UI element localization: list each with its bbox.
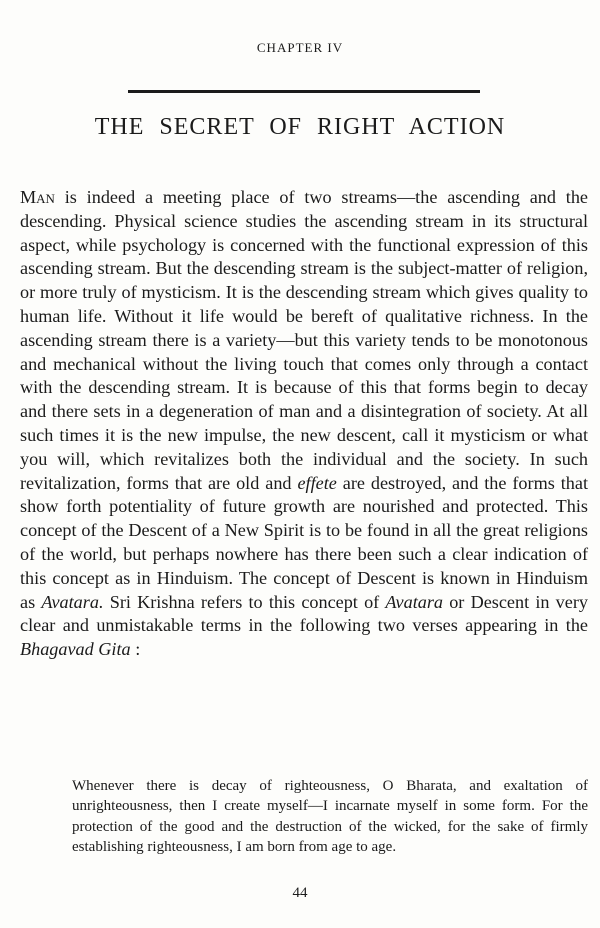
body-text-part-2: are destroyed, and the forms that show forth potentiality of future growth are nourished and protected. This concept of the Descent of a New Spirit is to be found in all the great religions of the world, but perhaps nowhere has there been such a clear indication of this concept as in Hinduism. The concept of Descent is known in Hinduism as xyxy=(20,472,588,612)
chapter-label: CHAPTER IV xyxy=(256,40,344,55)
body-text-part-1: is indeed a meeting place of two streams—the ascending and the descending. Physical science studies the ascending stream in its structural aspect, while psychology is concerned with the functional expression of this ascending stream. But the descending stream is the subject-matter of religion, or more truly of mysticism. It is the descending stream which gives quality to human life. Without it life would be bereft of qualitative richness. In the ascending stream there is a variety—but this variety tends to be monotonous and mechanical without the living touch that comes only through a contact with the descending stream. It is because of this that forms begin to decay and there sets in a degeneration of man and a disintegration of society. At all such times it is the new impulse, the new descent, call it mysticism or what you will, which revitalizes both the individual and the society. In such revitalization, forms that are old and xyxy=(20,187,588,493)
body-text-part-5: : xyxy=(130,639,141,660)
emphasis-effete: effete xyxy=(297,472,337,493)
title-rule xyxy=(128,90,480,93)
term-avatara-2: Avatara xyxy=(385,591,444,612)
term-avatara: Avatara. xyxy=(41,591,104,612)
chapter-title: THE SECRET OF RIGHT ACTION xyxy=(94,114,506,140)
lead-word: Man xyxy=(20,187,55,207)
page-number: 44 xyxy=(292,885,308,901)
block-quote: Whenever there is decay of righteousness, O Bharata, and exaltation of unrighteousness, then I create myself—I incarnate myself in some form. For the protection of the good and the destruction of the wicked, for the sake of firmly establishing righteousness, I am born from age to age. xyxy=(72,778,588,855)
body-paragraph xyxy=(20,186,588,662)
book-title-gita: Bhagavad Gita xyxy=(20,639,131,660)
body-text-part-3: Sri Krishna refers to this concept of xyxy=(103,591,386,612)
body-text-part-4: or Descent in very clear and unmistakable terms in the following two verses appearing in the xyxy=(20,591,588,636)
